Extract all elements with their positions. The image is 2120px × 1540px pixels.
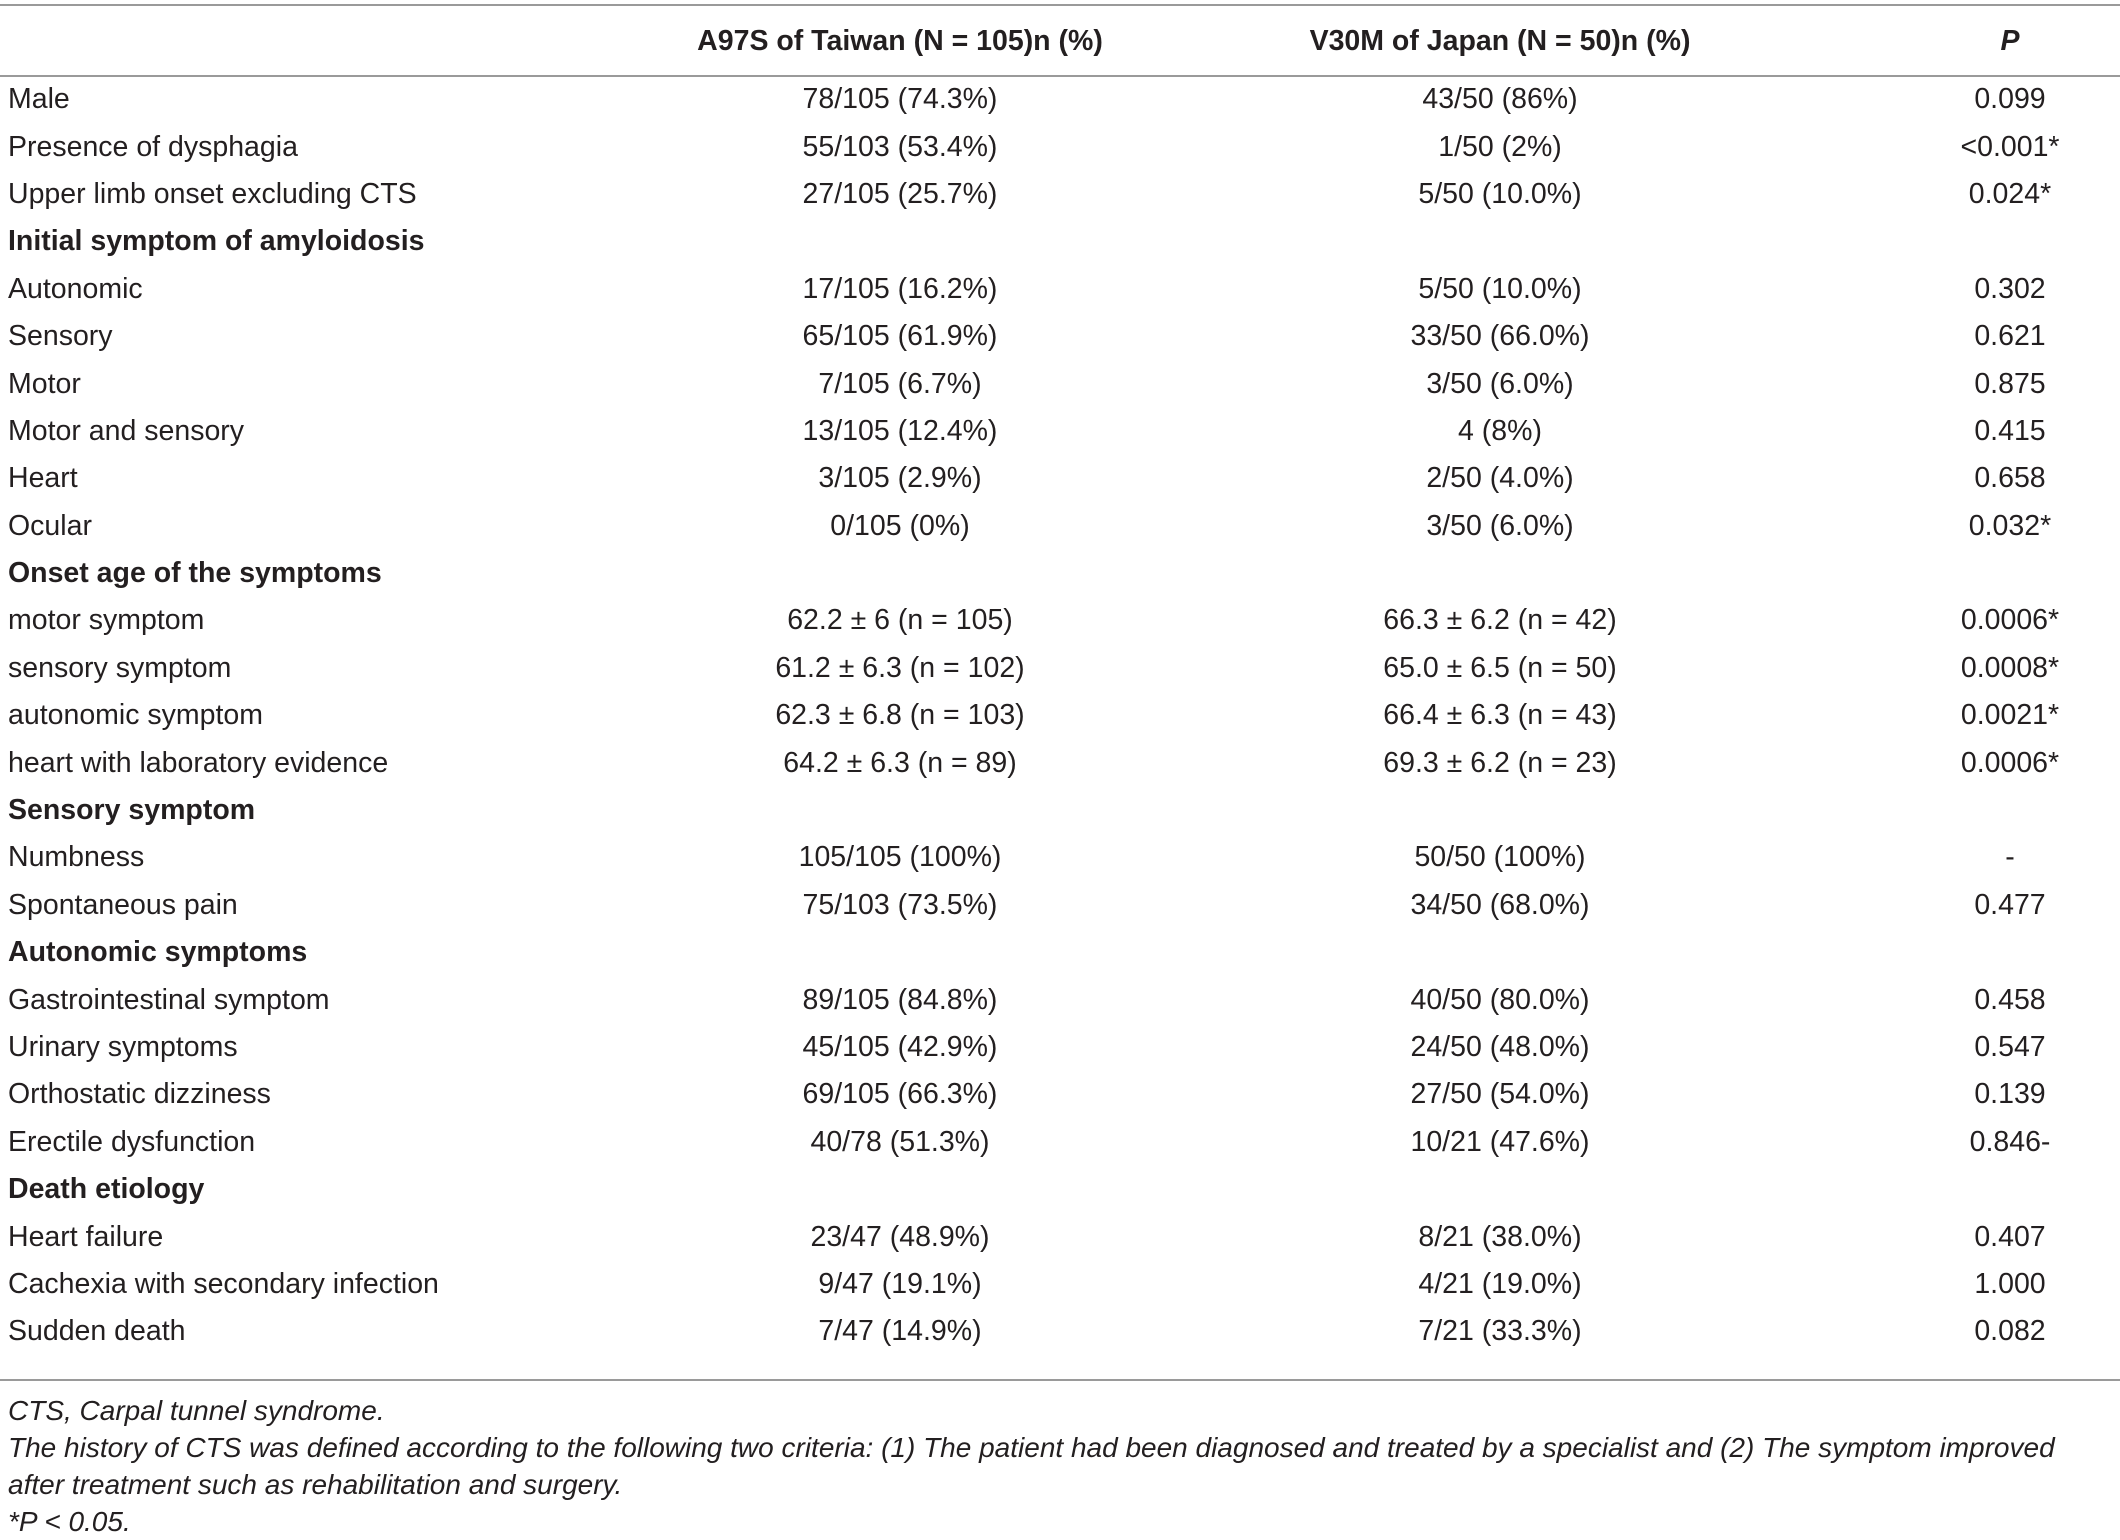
p-value-cell <box>1800 692 2120 739</box>
japan-value: 10/21 (47.6%) <box>1410 1125 1590 1158</box>
japan-value: 43/50 (86%) <box>1422 83 1578 116</box>
japan-value <box>1200 550 1800 597</box>
taiwan-value: 7/105 (6.7%) <box>818 367 982 400</box>
taiwan-value: 75/103 (73.5%) <box>802 888 998 921</box>
p-value: 1.000 <box>1974 1267 2046 1300</box>
p-value: 0.0008* <box>1960 651 2060 684</box>
taiwan-value: 62.2 ± 6 (n = 105) <box>787 604 1013 637</box>
taiwan-value <box>600 550 1200 597</box>
p-value-cell <box>1800 929 2120 976</box>
japan-value: 27/50 (54.0%) <box>1410 1078 1590 1111</box>
p-value-cell <box>1800 597 2120 644</box>
table-row <box>0 408 2120 455</box>
row-label: Numbness <box>8 841 145 874</box>
header-p: P <box>2000 24 2020 57</box>
row-label: Erectile dysfunction <box>8 1125 256 1158</box>
table-row <box>0 645 2120 692</box>
taiwan-value <box>600 218 1200 265</box>
taiwan-value: 62.3 ± 6.8 (n = 103) <box>775 699 1025 732</box>
p-value-cell <box>1800 1308 2120 1355</box>
p-value: 0.099 <box>1974 83 2046 116</box>
table-row <box>0 1308 2120 1355</box>
row-label: heart with laboratory evidence <box>8 746 389 779</box>
row-label: motor symptom <box>8 604 205 637</box>
japan-value <box>1200 787 1800 834</box>
japan-value: 24/50 (48.0%) <box>1410 1031 1590 1063</box>
taiwan-value: 23/47 (48.9%) <box>810 1220 990 1253</box>
taiwan-value: 27/105 (25.7%) <box>802 177 998 210</box>
row-label: Heart <box>8 462 78 495</box>
p-value: 0.458 <box>1974 983 2046 1016</box>
row-label: Cachexia with secondary infection <box>8 1267 439 1300</box>
japan-value: 69.3 ± 6.2 (n = 23) <box>1383 746 1617 779</box>
row-label: Autonomic symptoms <box>8 936 308 969</box>
table-row <box>0 1119 2120 1166</box>
row-label: Gastrointestinal symptom <box>8 983 330 1016</box>
table-row <box>0 597 2120 644</box>
japan-value: 50/50 (100%) <box>1414 841 1586 874</box>
row-label: Motor and sensory <box>8 414 245 447</box>
row-label: Heart failure <box>8 1220 164 1253</box>
taiwan-value: 89/105 (84.8%) <box>802 983 998 1016</box>
p-value-cell <box>1800 503 2120 550</box>
section-row <box>0 787 2120 834</box>
p-value: 0.621 <box>1974 320 2046 353</box>
table-row <box>0 266 2120 313</box>
row-label: Upper limb onset excluding CTS <box>8 177 417 210</box>
row-label: Sudden death <box>8 1315 186 1348</box>
japan-value: 5/50 (10.0%) <box>1418 272 1582 305</box>
table-body <box>0 76 2120 1356</box>
japan-value: 66.3 ± 6.2 (n = 42) <box>1383 604 1617 637</box>
table-row <box>0 360 2120 407</box>
p-value: 0.139 <box>1974 1078 2046 1111</box>
p-value-cell <box>1800 123 2120 170</box>
table-row <box>0 882 2120 929</box>
japan-value <box>1200 218 1800 265</box>
p-value-cell <box>1800 787 2120 834</box>
p-value: 0.477 <box>1974 888 2046 921</box>
japan-value <box>1200 929 1800 976</box>
taiwan-value: 13/105 (12.4%) <box>802 414 998 447</box>
p-value-cell <box>1800 976 2120 1023</box>
p-value-cell <box>1800 313 2120 360</box>
p-value-cell <box>1800 882 2120 929</box>
taiwan-value: 0/105 (0%) <box>830 509 970 542</box>
p-value-cell <box>1800 171 2120 218</box>
p-value: 0.032* <box>1968 509 2052 542</box>
taiwan-value: 45/105 (42.9%) <box>802 1031 998 1063</box>
p-value: 0.846- <box>1969 1125 2051 1158</box>
table-row <box>0 313 2120 360</box>
p-value: 0.658 <box>1974 462 2046 495</box>
comparison-table <box>0 6 2120 1356</box>
p-value-cell <box>1800 408 2120 455</box>
p-value-cell <box>1800 1213 2120 1260</box>
japan-value: 66.4 ± 6.3 (n = 43) <box>1383 699 1617 732</box>
japan-value: 34/50 (68.0%) <box>1410 888 1590 921</box>
taiwan-value: 61.2 ± 6.3 (n = 102) <box>775 651 1025 684</box>
japan-value: 2/50 (4.0%) <box>1426 462 1574 495</box>
japan-value: 3/50 (6.0%) <box>1426 509 1574 542</box>
row-label: Autonomic <box>8 272 143 305</box>
table-row <box>0 123 2120 170</box>
row-label: Spontaneous pain <box>8 888 238 921</box>
taiwan-value <box>600 1166 1200 1213</box>
p-value-cell <box>1800 550 2120 597</box>
p-value: 0.415 <box>1974 414 2046 447</box>
table-row <box>0 976 2120 1023</box>
japan-value: 4/21 (19.0%) <box>1418 1267 1582 1300</box>
p-value: 0.875 <box>1974 367 2046 400</box>
row-label: Initial symptom of amyloidosis <box>8 225 425 258</box>
table-row <box>0 739 2120 786</box>
p-value-cell <box>1800 1166 2120 1213</box>
p-value-cell <box>1800 1024 2120 1071</box>
row-label: Ocular <box>8 509 92 542</box>
p-value-cell <box>1800 739 2120 786</box>
table-row <box>0 1071 2120 1118</box>
p-value-cell <box>1800 360 2120 407</box>
japan-value: 7/21 (33.3%) <box>1418 1315 1582 1348</box>
row-label: Orthostatic dizziness <box>8 1078 271 1111</box>
japan-value: 5/50 (10.0%) <box>1418 177 1582 210</box>
p-value: 0.547 <box>1974 1031 2046 1063</box>
japan-value: 33/50 (66.0%) <box>1410 320 1590 353</box>
p-value: 0.302 <box>1974 272 2046 305</box>
japan-value: 40/50 (80.0%) <box>1410 983 1590 1016</box>
row-label: Death etiology <box>8 1173 205 1206</box>
taiwan-value: 65/105 (61.9%) <box>802 320 998 353</box>
p-value: <0.001* <box>1960 130 2060 163</box>
p-value: 0.0006* <box>1960 604 2060 637</box>
table-row <box>0 1261 2120 1308</box>
table-row <box>0 503 2120 550</box>
p-value-cell <box>1800 645 2120 692</box>
taiwan-value: 55/103 (53.4%) <box>802 130 998 163</box>
table-footnotes <box>8 1392 2112 1540</box>
row-label: Male <box>8 83 70 116</box>
section-row <box>0 1166 2120 1213</box>
japan-value: 4 (8%) <box>1458 414 1542 447</box>
section-row <box>0 929 2120 976</box>
row-label: Presence of dysphagia <box>8 130 298 163</box>
p-value: 0.0021* <box>1960 699 2060 732</box>
header-taiwan: A97S of Taiwan (N = 105)n (%) <box>697 24 1103 57</box>
bottom-rule <box>0 1379 2120 1381</box>
row-label: Onset age of the symptoms <box>8 557 382 590</box>
p-value: 0.024* <box>1968 177 2052 210</box>
row-label: Motor <box>8 367 81 400</box>
p-value-cell <box>1800 76 2120 123</box>
table-row <box>0 834 2120 881</box>
japan-value: 3/50 (6.0%) <box>1426 367 1574 400</box>
taiwan-value: 40/78 (51.3%) <box>810 1125 990 1158</box>
p-value-cell <box>1800 455 2120 502</box>
p-value-cell <box>1800 834 2120 881</box>
table-row <box>0 692 2120 739</box>
taiwan-value: 69/105 (66.3%) <box>802 1078 998 1111</box>
table-row <box>0 455 2120 502</box>
taiwan-value: 105/105 (100%) <box>798 841 1002 874</box>
header-row <box>0 6 2120 76</box>
row-label: autonomic symptom <box>8 699 264 732</box>
p-value-cell <box>1800 218 2120 265</box>
japan-value: 65.0 ± 6.5 (n = 50) <box>1383 651 1617 684</box>
japan-value: 1/50 (2%) <box>1438 130 1562 163</box>
p-value-cell <box>1800 1261 2120 1308</box>
taiwan-value: 9/47 (19.1%) <box>818 1267 982 1300</box>
footnote-definition: The history of CTS was defined according to the following two criteria: (1) The patient had been diagnosed and treated by a specialist and (2) The symptom improved after treatment such as rehabilitation and surgery. <box>8 1432 2055 1500</box>
row-label: Urinary symptoms <box>8 1031 238 1063</box>
taiwan-value <box>600 929 1200 976</box>
p-value: 0.0006* <box>1960 746 2060 779</box>
row-label: Sensory symptom <box>8 794 256 827</box>
row-label: sensory symptom <box>8 651 232 684</box>
header-japan: V30M of Japan (N = 50)n (%) <box>1309 24 1691 57</box>
table-row <box>0 171 2120 218</box>
p-value-cell <box>1800 1119 2120 1166</box>
p-value-cell <box>1800 266 2120 313</box>
japan-value <box>1200 1166 1800 1213</box>
p-value: - <box>2005 841 2015 874</box>
taiwan-value: 3/105 (2.9%) <box>818 462 982 495</box>
japan-value: 8/21 (38.0%) <box>1418 1220 1582 1253</box>
section-row <box>0 218 2120 265</box>
taiwan-value <box>600 787 1200 834</box>
header-label <box>0 6 600 76</box>
p-value: 0.082 <box>1974 1315 2046 1348</box>
taiwan-value: 7/47 (14.9%) <box>818 1315 982 1348</box>
taiwan-value: 78/105 (74.3%) <box>802 83 998 116</box>
section-row <box>0 550 2120 597</box>
p-value: 0.407 <box>1974 1220 2046 1253</box>
table-row <box>0 1024 2120 1071</box>
taiwan-value: 64.2 ± 6.3 (n = 89) <box>783 746 1017 779</box>
footnote-significance: *P < 0.05. <box>8 1506 131 1537</box>
row-label: Sensory <box>8 320 113 353</box>
table-row <box>0 76 2120 123</box>
p-value-cell <box>1800 1071 2120 1118</box>
table-row <box>0 1213 2120 1260</box>
footnote-abbreviation: CTS, Carpal tunnel syndrome. <box>8 1395 385 1426</box>
taiwan-value: 17/105 (16.2%) <box>802 272 998 305</box>
